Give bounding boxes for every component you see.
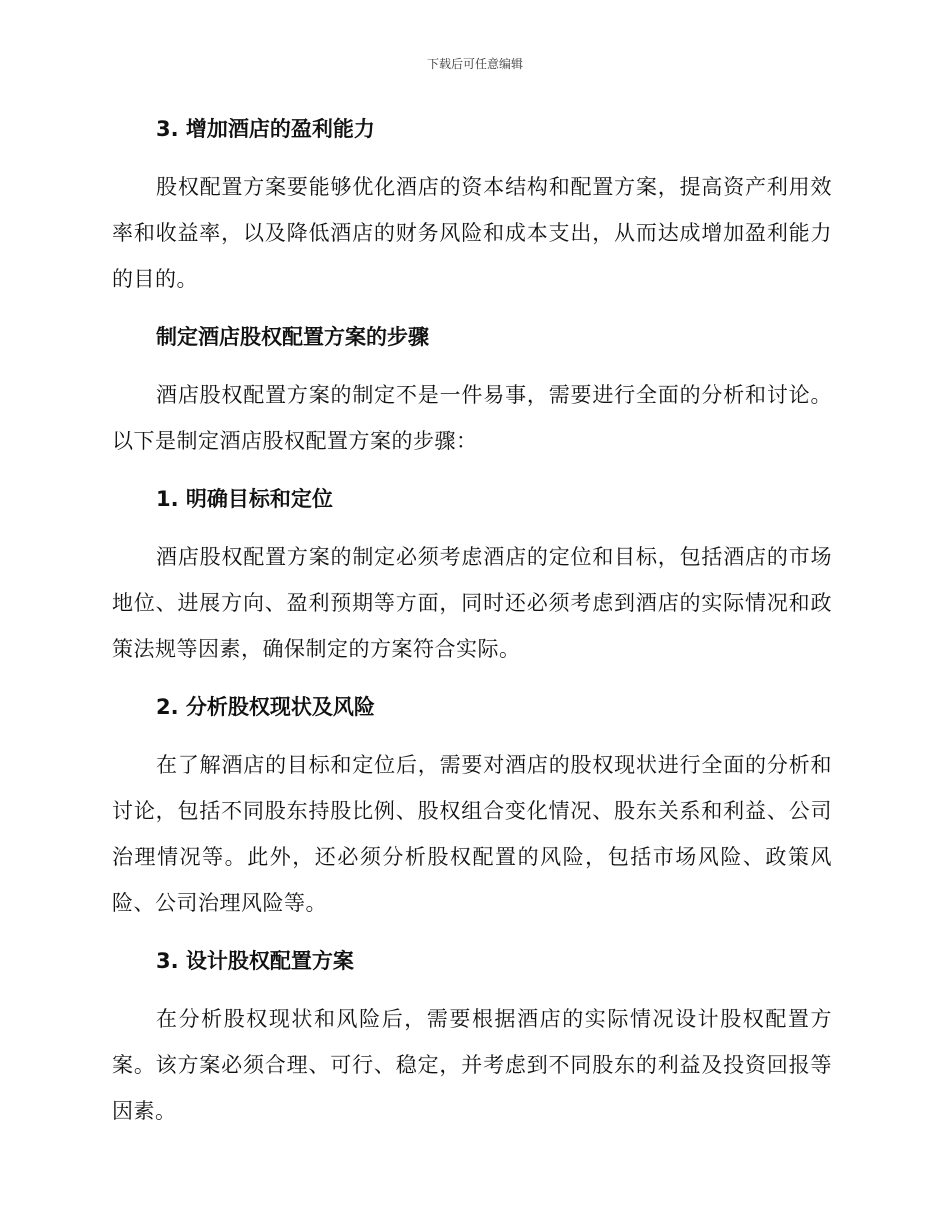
section-heading: 3. 设计股权配置方案 [156, 949, 354, 973]
document-body [112, 106, 832, 1146]
section-heading: 制定酒店股权配置方案的步骤 [156, 325, 429, 349]
paragraph: 股权配置方案要能够优化酒店的资本结构和配置方案，提高资产利用效率和收益率，以及降低酒店的财务风险和成本支出，从而达成增加盈利能力的目的。 [112, 175, 832, 291]
paragraph: 在了解酒店的目标和定位后，需要对酒店的股权现状进行全面的分析和讨论，包括不同股东持股比例、股权组合变化情况、股东关系和利益、公司治理情况等。此外，还必须分析股权配置的风险，包括市场风险、政策风险、公司治理风险等。 [112, 753, 832, 915]
paragraph: 酒店股权配置方案的制定不是一件易事，需要进行全面的分析和讨论。以下是制定酒店股权配置方案的步骤： [112, 383, 832, 453]
section-heading: 2. 分析股权现状及风险 [156, 695, 375, 719]
section-heading: 3. 增加酒店的盈利能力 [156, 117, 375, 141]
section-heading: 1. 明确目标和定位 [156, 487, 333, 511]
page-header: 下载后可任意编辑 [426, 57, 523, 71]
paragraph: 酒店股权配置方案的制定必须考虑酒店的定位和目标，包括酒店的市场地位、进展方向、盈利预期等方面，同时还必须考虑到酒店的实际情况和政策法规等因素，确保制定的方案符合实际。 [112, 545, 832, 661]
paragraph: 在分析股权现状和风险后，需要根据酒店的实际情况设计股权配置方案。该方案必须合理、可行、稳定，并考虑到不同股东的利益及投资回报等因素。 [112, 1007, 832, 1123]
